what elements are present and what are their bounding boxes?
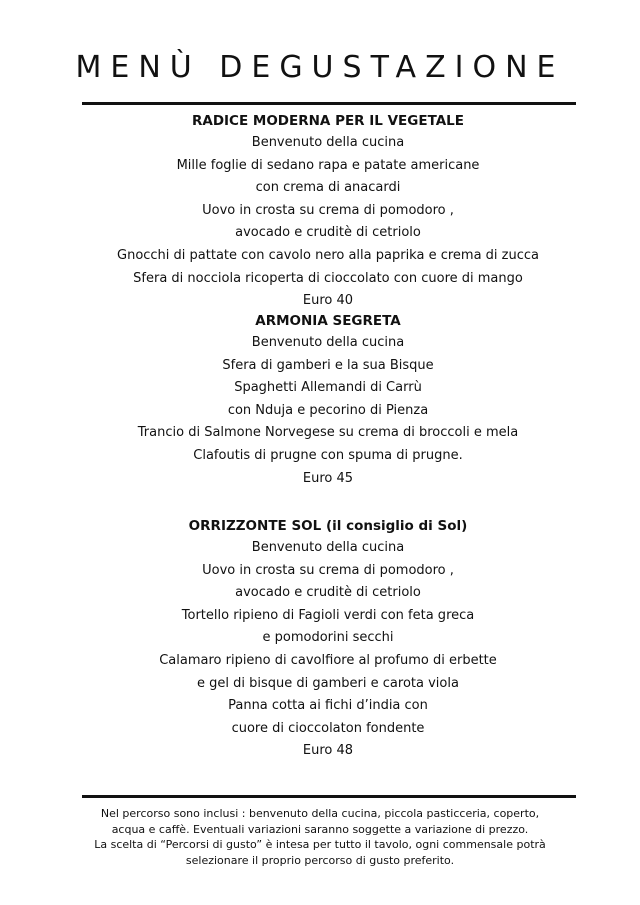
menu-line: avocado e cruditè di cetriolo (235, 225, 421, 241)
bottom-divider (82, 795, 576, 798)
footer-note (0, 806, 640, 868)
menu-line: cuore di cioccolaton fondente (231, 720, 425, 736)
section-heading: ARMONIA SEGRETA (255, 313, 401, 329)
menu-line: e gel di bisque di gamberi e carota viola (197, 675, 459, 691)
menu-line: Benvenuto della cucina (251, 540, 405, 555)
menu-section-orrizzonte-sol (0, 515, 640, 763)
footer-line: Nel percorso sono inclusi : benvenuto della cucina, piccola pasticceria, coperto, (100, 807, 540, 820)
section-price: Euro 48 (302, 743, 354, 759)
menu-line: Uovo in crosta su crema di pomodoro , (202, 562, 454, 578)
menu-line: Calamaro ripieno di cavolfiore al profumo di erbette (159, 652, 497, 668)
menu-line: Sfera di gamberi e la sua Bisque (222, 357, 434, 373)
menu-line: Panna cotta ai fichi d’india con (228, 698, 428, 714)
menu-line: Sfera di nocciola ricoperta di cioccolato con cuore di mango (133, 270, 523, 286)
menu-line: Spaghetti Allemandi di Carrù (234, 380, 422, 396)
menu-line: Tortello ripieno di Fagioli verdi con feta greca (181, 607, 475, 623)
page-title: MENÙ DEGUSTAZIONE (75, 50, 565, 85)
footer-line: La scelta di “Percorsi di gusto” è intesa per tutto il tavolo, ogni commensale potrà (94, 838, 546, 851)
menu-line: Gnocchi di pattate con cavolo nero alla paprika e crema di zucca (117, 247, 539, 263)
section-price: Euro 40 (302, 293, 354, 309)
footer-line: selezionare il proprio percorso di gusto preferito. (185, 853, 455, 867)
menu-line: Uovo in crosta su crema di pomodoro , (202, 202, 454, 218)
menu-line: Clafoutis di prugne con spuma di prugne. (193, 447, 463, 463)
menu-line: avocado e cruditè di cetriolo (235, 585, 421, 601)
menu-section-radice-moderna (0, 110, 640, 313)
menu-section-armonia-segreta (0, 310, 640, 490)
menu-line: con Nduja e pecorino di Pienza (227, 402, 429, 418)
top-divider (82, 102, 576, 105)
footer-line: acqua e caffè. Eventuali variazioni saranno soggette a variazione di prezzo. (111, 822, 529, 836)
section-price: Euro 45 (302, 470, 354, 486)
menu-line: Benvenuto della cucina (251, 335, 405, 350)
menu-line: Mille foglie di sedano rapa e patate americane (176, 157, 480, 173)
menu-line: Trancio di Salmone Norvegese su crema di broccoli e mela (137, 425, 519, 441)
menu-line: e pomodorini secchi (262, 630, 394, 646)
menu-line: Benvenuto della cucina (251, 135, 405, 150)
section-heading: ORRIZZONTE SOL (il consiglio di Sol) (188, 518, 468, 534)
menu-line: con crema di anacardi (255, 180, 401, 196)
section-heading: RADICE MODERNA PER IL VEGETALE (191, 113, 465, 129)
